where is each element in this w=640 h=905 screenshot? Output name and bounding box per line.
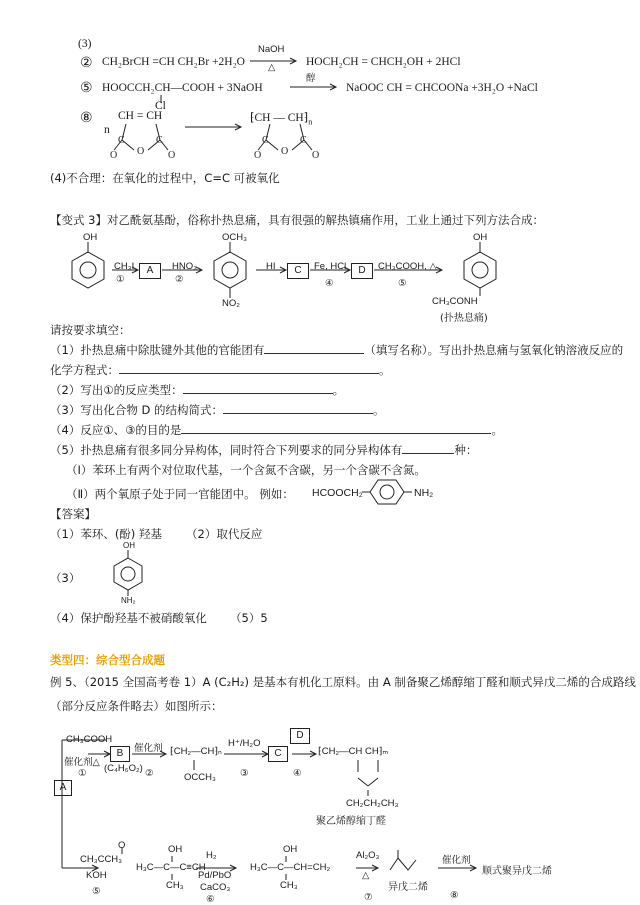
question-5-text: （5）扑热息痛有很多同分异构体，同时符合下列要求的同分异构体有 <box>50 443 403 457</box>
question-4-text: （4）反应①、③的目的是 <box>50 423 182 437</box>
answer-1: （1）苯环、(酚) 羟基 <box>50 527 162 541</box>
question-1-part-b: （填写名称）。写出扑热息痛与氢氧化钠溶液反应的 <box>364 343 624 357</box>
route-step-7: ⑦ <box>364 892 373 903</box>
methoxy-group: OCH₃ <box>222 232 247 243</box>
example5-line2: （部分反应条件略去）如图所示： <box>50 699 223 713</box>
question-5-blank[interactable] <box>402 443 454 454</box>
pvb-side-chain: CH₂CH₂CH₃ <box>346 798 399 809</box>
route-al2o3: Al₂O₃ <box>356 850 380 861</box>
answer-2: （2）取代反应 <box>186 527 263 541</box>
reaction-2-reactants: CH₂BrCH =CH CH₂Br +2H₂O <box>102 56 245 68</box>
svg-text:O: O <box>254 150 262 161</box>
question-5 <box>50 442 477 458</box>
acetaminophen-synthesis-scheme <box>60 232 580 322</box>
svg-text:C: C <box>156 135 163 146</box>
route-step-6: ⑥ <box>206 894 215 905</box>
reagent-ch3i: CH₃I <box>114 261 135 272</box>
acetone: CH₃CCH₃ <box>80 854 123 865</box>
reaction-5-condition: 醇 <box>306 73 316 84</box>
cis-polyisoprene: 顺式聚异戊二烯 <box>482 866 552 877</box>
phenol-oh: OH <box>83 232 98 243</box>
route-hydrolysis: H⁺/H₂O <box>228 738 261 749</box>
svg-text:O: O <box>168 150 176 161</box>
b-formula: (C₄H₆O₂) <box>104 763 143 774</box>
reaction-2-products: HOCH₂CH = CHCH₂OH + 2HCl <box>306 56 461 68</box>
reaction-5-number: ⑤ <box>80 81 93 96</box>
route-h2: H₂ <box>206 850 217 861</box>
svg-text:O: O <box>312 150 320 161</box>
type4-heading: 类型四：综合型合成题 <box>50 653 165 667</box>
alkenol-ch3: CH₃ <box>280 880 298 891</box>
answer-3-aminophenol <box>110 550 150 598</box>
route-step-2: ② <box>145 768 154 779</box>
reagent-fe-hcl: Fe, HCl <box>314 261 347 272</box>
question-5-tail: 种： <box>454 443 478 457</box>
alkyne-oh: OH <box>168 844 183 855</box>
svg-text:C: C <box>118 135 125 146</box>
example5-line1: 例 5、（2015 全国高考卷 1）A (C₂H₂) 是基本有机化工原料。由 A 制备聚乙烯醇缩丁醛和顺式异戊二烯的合成路线 <box>50 675 636 689</box>
acetone-o: O <box>118 840 126 851</box>
route-step-3: ③ <box>240 768 249 779</box>
polymer-backbone: CH — CH <box>254 112 304 124</box>
question-4: （4）反应①、③的目的是 。 <box>50 423 503 437</box>
svg-text:C: C <box>262 135 269 146</box>
route-caco3: CaCO₃ <box>200 882 231 893</box>
acetic-acid: CH₃COOH <box>66 734 113 745</box>
route-cat-heat: 催化剂△ <box>64 757 100 768</box>
instruction-text: 请按要求填空： <box>50 323 131 337</box>
compound-d-box: D <box>351 263 373 279</box>
svg-text:C: C <box>300 135 307 146</box>
route-step-8: ⑧ <box>450 890 459 901</box>
condition-1: （Ⅰ）苯环上有两个对位取代基，一个含氮不含碳，另一个含碳不含氮。 <box>66 463 426 477</box>
reaction-2-condition-bottom: △ <box>268 62 276 73</box>
polymer-ring <box>250 120 330 160</box>
polyvinyl-acetate: ⁅CH₂—CH⁆ₙ <box>170 746 222 757</box>
question-1-equation-blank[interactable] <box>119 363 379 374</box>
answer-title: 【答案】 <box>50 507 96 521</box>
question-1-part-c: 化学方程式： <box>50 363 119 377</box>
route-c-box: C <box>268 746 288 762</box>
route-pd-pbo: Pd/PbO <box>198 870 232 881</box>
example-amine: NH₂ <box>414 487 434 499</box>
step-2-label: ② <box>175 274 184 285</box>
compound-c-box: C <box>287 263 309 279</box>
question-1-part-a: （1）扑热息痛中除肽键外其他的官能团有 <box>50 343 265 357</box>
reaction-8-arrow <box>185 124 245 130</box>
pvb-name: 聚乙烯醇缩丁醛 <box>316 816 386 827</box>
compound-a-box: A <box>139 263 161 279</box>
polymer-top: ⁅CH — $CH⁆_n$ <box>250 112 313 127</box>
route-step-5: ⑤ <box>92 886 101 897</box>
route-cat-2: 催化剂 <box>134 743 163 754</box>
route-d-box: D <box>290 728 310 744</box>
acetoxy-group: OCCH₃ <box>184 772 216 783</box>
svg-text:O: O <box>110 150 118 161</box>
route-cat-3: 催化剂 <box>442 855 471 866</box>
reaction-5-products: NaOOC CH = CHCOONa +3H₂O +NaCl <box>346 82 538 94</box>
reaction-5-reactants: HOOCCH₂CH—COOH + 3NaOH <box>102 82 263 94</box>
product-oh: OH <box>473 232 488 243</box>
alkynol: H₃C—C—C≡CH <box>136 862 206 873</box>
question-1 <box>50 342 623 358</box>
alkenol: H₃C—C—CH=CH₂ <box>250 862 331 873</box>
product-name: (扑热息痛) <box>440 313 488 324</box>
route-delta: △ <box>362 870 370 881</box>
reagent-hno3: HNO₃ <box>172 261 197 272</box>
reaction-8-number: ⑧ <box>80 111 93 126</box>
example-formula: HCOOCH₂ <box>312 487 363 499</box>
part4-answer: (4)不合理：在氧化的过程中，C=C 可被氧化 <box>50 171 280 185</box>
reagent-acetic-acid: CH₃COOH, △ <box>378 261 437 272</box>
question-3: （3）写出化合物 D 的结构简式： 。 <box>50 403 385 417</box>
alkenol-oh: OH <box>283 844 298 855</box>
condition-2: （Ⅱ）两个氧原子处于同一官能团中。 例如： <box>66 487 294 501</box>
svg-text:O: O <box>137 146 145 157</box>
answer-5: （5）5 <box>230 611 268 625</box>
answer-3-nh2: NH₂ <box>121 596 136 605</box>
question-2-text: （2）写出①的反应类型： <box>50 383 183 397</box>
question-1-blank[interactable] <box>264 343 364 354</box>
answer-4: （4）保护酚羟基不被硝酸氧化 <box>50 611 207 625</box>
pvb-backbone: ⁅CH₂—CH CH⁆ₘ <box>318 746 389 757</box>
maleic-anhydride-ring <box>110 120 190 160</box>
question-1-equation: 化学方程式： 。 <box>50 363 391 377</box>
question-2: （2）写出①的反应类型： 。 <box>50 383 345 397</box>
isoprene-label: 异戊二烯 <box>388 882 428 893</box>
step-4-label: ④ <box>325 278 334 289</box>
step-1-label: ① <box>116 274 125 285</box>
svg-text:O: O <box>281 146 289 157</box>
answer-3-label: （3） <box>50 571 81 585</box>
question-4-blank[interactable] <box>181 423 491 434</box>
reaction-2-condition-top: NaOH <box>258 44 285 55</box>
question-3-text: （3）写出化合物 D 的结构简式： <box>50 403 223 417</box>
answer-3-oh: OH <box>123 541 135 550</box>
reagent-hi: HI <box>266 261 276 272</box>
step-5-label: ⑤ <box>398 278 407 289</box>
route-koh: KOH <box>86 870 107 881</box>
reaction-5-arrow <box>290 84 340 90</box>
reaction-5-chlorine: Cl <box>155 100 166 112</box>
question-3-blank[interactable] <box>223 403 373 414</box>
acetamido-group: CH₃CONH <box>432 296 478 307</box>
question-2-blank[interactable] <box>183 383 333 394</box>
route-step-1: ① <box>78 768 87 779</box>
route-a-box: A <box>54 780 72 796</box>
route-step-4: ④ <box>293 768 302 779</box>
nitro-group: NO₂ <box>222 298 240 309</box>
reaction-8-n: n <box>104 124 110 136</box>
part3-label: (3) <box>78 38 92 50</box>
alkyne-ch3: CH₃ <box>166 880 184 891</box>
variant3-intro: 【变式 3】对乙酰氨基酚，俗称扑热息痛，具有很强的解热镇痛作用，工业上通过下列方法合成： <box>50 213 544 227</box>
maleic-anhydride-top: CH = CH <box>118 110 163 122</box>
route-b-box: B <box>110 746 130 762</box>
reaction-2-number: ② <box>80 56 93 71</box>
